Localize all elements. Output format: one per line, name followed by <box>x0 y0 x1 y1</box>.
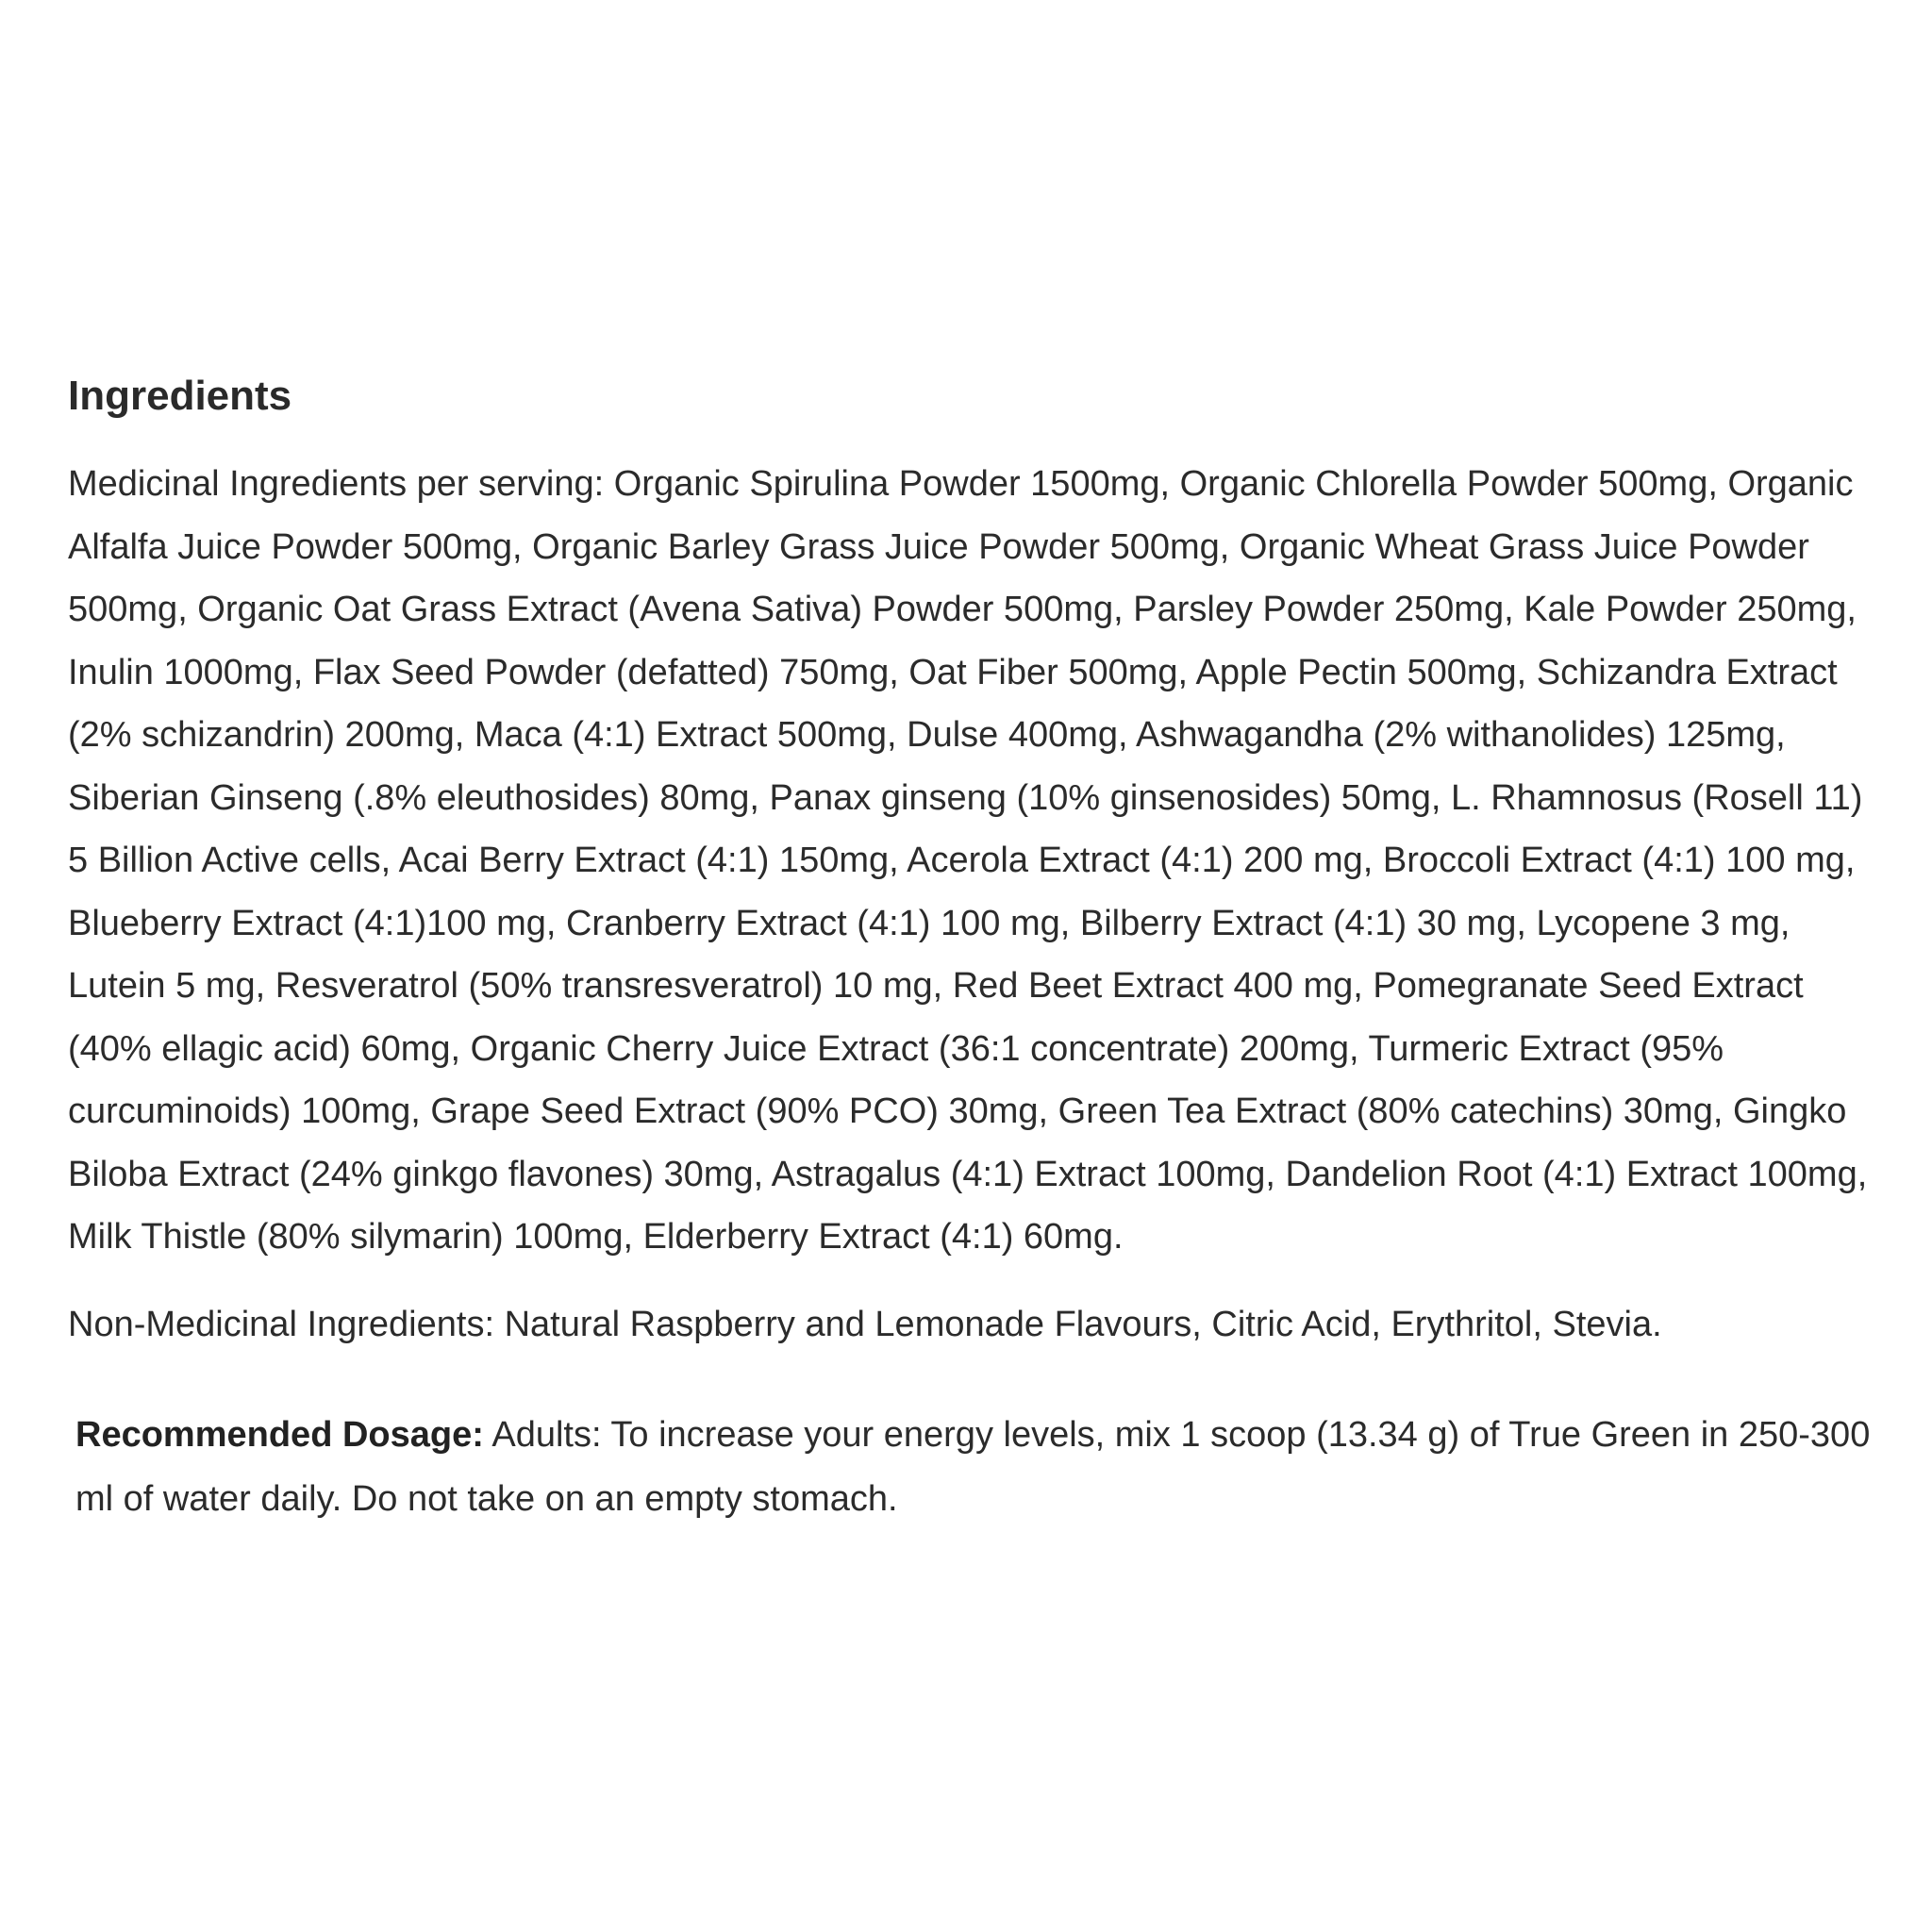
ingredients-section <box>68 368 1879 1531</box>
non-medicinal-ingredients-text: Non-Medicinal Ingredients: Natural Raspberry and Lemonade Flavours, Citric Acid, Erythritol, Stevia. <box>68 1304 1662 1344</box>
section-title: Ingredients <box>68 373 292 419</box>
dosage-text: Adults: To increase your energy levels, mix 1 scoop (13.34 g) of True Green in 250-300 ml of water daily. Do not take on an empty stomach. <box>75 1415 1871 1519</box>
recommended-dosage <box>68 1403 1879 1531</box>
medicinal-ingredients-text: Medicinal Ingredients per serving: Organic Spirulina Powder 1500mg, Organic Chlorella Powder 500mg, Organic Alfalfa Juice Powder 500mg, Organic Barley Grass Juice Powder 500mg, Organic Wheat Grass Juice Powder 500mg, Organic Oat Grass Extract (Avena Sativa) Powder 500mg, Parsley Powder 250mg, Kale Powder 250mg, Inulin 1000mg, Flax Seed Powder (defatted) 750mg, Oat Fiber 500mg, Apple Pectin 500mg, Schizandra Extract (2% schizandrin) 200mg, Maca (4:1) Extract 500mg, Dulse 400mg, Ashwagandha (2% withanolides) 125mg, Siberian Ginseng (.8% eleuthosides) 80mg, Panax ginseng (10% ginsenosides) 50mg, L. Rhamnosus (Rosell 11) 5 Billion Active cells, Acai Berry Extract (4:1) 150mg, Acerola Extract (4:1) 200 mg, Broccoli Extract (4:1) 100 mg, Blueberry Extract (4:1)100 mg, Cranberry Extract (4:1) 100 mg, Bilberry Extract (4:1) 30 mg, Lycopene 3 mg, Lutein 5 mg, Resveratrol (50% transresveratrol) 10 mg, Red Beet Extract 400 mg, Pomegranate Seed Extract (40% ellagic acid) 60mg, Organic Cherry Juice Extract (36:1 concentrate) 200mg, Turmeric Extract (95% curcuminoids) 100mg, Grape Seed Extract (90% PCO) 30mg, Green Tea Extract (80% catechins) 30mg, Gingko Biloba Extract (24% ginkgo flavones) 30mg, Astragalus (4:1) Extract 100mg, Dandelion Root (4:1) Extract 100mg, Milk Thistle (80% silymarin) 100mg, Elderberry Extract (4:1) 60mg. <box>68 464 1868 1257</box>
dosage-label: Recommended Dosage: <box>75 1415 484 1455</box>
